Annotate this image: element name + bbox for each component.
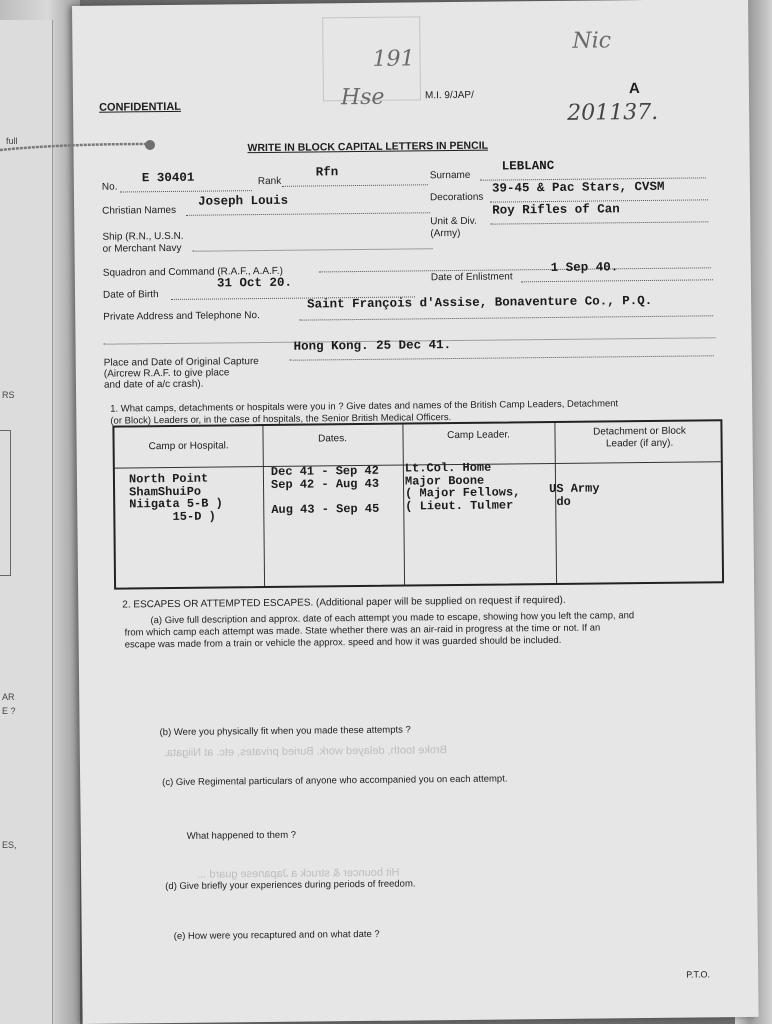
bleed-through-text: Hit bouncer & struck a Japanese guard ... (197, 866, 400, 881)
capture-label-line2: (Aircrew R.A.F. to give place (103, 367, 230, 380)
capture-line (290, 355, 714, 360)
table-cell-camp-leaders: Lt.Col. Home Major Boone ( Major Fellows, ( Lieut. Tulmer (404, 460, 521, 514)
rank-value: Rfn (315, 165, 339, 180)
capture-value: Hong Kong. 25 Dec 41. (293, 338, 452, 354)
left-facing-page (0, 20, 53, 1024)
no-line (120, 190, 252, 192)
surname-value: LEBLANC (501, 158, 555, 174)
unit-value: Roy Rifles of Can (492, 202, 620, 218)
capture-label-line1: Place and Date of Original Capture (103, 356, 259, 369)
surname-label: Surname (429, 169, 471, 182)
dob-label: Date of Birth (102, 289, 159, 301)
hand-note-nic: Nic (572, 28, 612, 54)
ship-label-line1: Ship (R.N., U.S.N. (102, 230, 184, 243)
rank-label: Rank (257, 175, 282, 188)
pto-label: P.T.O. (686, 969, 711, 980)
camp-table (112, 419, 724, 589)
christian-names-label: Christian Names (102, 204, 177, 217)
christian-names-line (186, 212, 430, 216)
table-col-divider (262, 426, 265, 586)
decorations-value: 39-45 & Pac Stars, CVSM (491, 179, 665, 196)
unit-line (490, 221, 708, 224)
pow-questionnaire-sheet (72, 0, 759, 1024)
question2a-line3: escape was made from a train or vehicle the approx. speed and how it was guarded should be included. (124, 634, 562, 651)
squadron-label: Squadron and Command (R.A.F., A.A.F.) (102, 265, 283, 279)
capture-label-line3: and date of a/c crash). (103, 378, 204, 391)
table-header-camp: Camp or Hospital. (148, 440, 229, 453)
question2d: (d) Give briefly your experiences during periods of freedom. (165, 878, 416, 893)
binding-string (0, 140, 160, 154)
question1-line2: (or Block) Leaders or, in the case of hospitals, the Senior British Medical Officers. (110, 412, 452, 427)
enlistment-value: 1 Sep 40. (550, 260, 619, 276)
question2e: (e) How were you recaptured and on what date ? (173, 928, 380, 942)
rank-line (282, 184, 428, 187)
table-cell-dates: Dec 41 - Sep 42 Sep 42 - Aug 43 Aug 43 - Sep 45 (270, 463, 380, 517)
table-header-dates: Dates. (318, 433, 348, 445)
left-page-box (0, 430, 11, 576)
table-header-detachment: Detachment or Block Leader (if any). (593, 425, 686, 450)
table-cell-camps: North Point ShamShuiPo Niigata 5-B ) 15-D ) (128, 471, 223, 524)
enlistment-line (521, 279, 713, 282)
hand-note-hse: Hse (340, 84, 385, 111)
question2b: (b) Were you physically fit when you made these attempts ? (159, 724, 411, 739)
form-letter: A (628, 80, 640, 98)
ship-line (193, 248, 433, 252)
question2a-line2: from which camp each attempt was made. State whether there was an air-raid in progress at the time or not. If an (124, 622, 601, 639)
no-label: No. (101, 181, 118, 193)
reference-number: M.I. 9/JAP/ (424, 89, 474, 102)
table-cell-detachment-leaders: US Army do (549, 481, 600, 509)
address-line (299, 315, 713, 320)
question2c-followup: What happened to them ? (186, 829, 297, 842)
question2c: (c) Give Regimental particulars of anyone who accompanied you on each attempt. (162, 773, 508, 789)
left-page-fragment-es: ES, (2, 840, 17, 850)
left-page-fragment-full: full (6, 136, 18, 146)
left-page-fragment-ar: AR (2, 692, 15, 702)
table-header-camp-leader: Camp Leader. (447, 429, 510, 442)
question2a-line1: (a) Give full description and approx. date of each attempt you made to escape, showing how you left the camp, and (150, 610, 635, 627)
dob-value: 31 Oct 20. (216, 275, 292, 291)
left-page-fragment-rs: RS (2, 390, 15, 400)
bleed-through-text: Broke tooth, delayed work. Buried privates, etc. at Niigata. (163, 744, 447, 760)
ship-label-line2: or Merchant Navy (102, 242, 182, 255)
question2-title: 2. ESCAPES OR ATTEMPTED ESCAPES. (Additional paper will be supplied on request if required). (122, 594, 566, 611)
left-page-fragment-e: E ? (2, 706, 16, 716)
hand-number-191: 191 (372, 46, 415, 72)
unit-label-line1: Unit & Div. (430, 215, 477, 228)
address-label: Private Address and Telephone No. (103, 310, 260, 323)
squadron-line (319, 267, 711, 272)
enlistment-label: Date of Enlistment (430, 271, 513, 284)
decorations-label: Decorations (429, 191, 484, 204)
question1-line1: 1. What camps, detachments or hospitals were you in ? Give dates and names of the British Camp Leaders, Detachment (110, 398, 619, 415)
service-number: E 30401 (141, 170, 195, 186)
instruction-heading: WRITE IN BLOCK CAPITAL LETTERS IN PENCIL (247, 139, 489, 155)
confidential-label: CONFIDENTIAL (99, 100, 182, 114)
unit-label-line2: (Army) (430, 227, 461, 240)
hand-file-number: 201137. (567, 99, 659, 126)
christian-names-value: Joseph Louis (197, 193, 289, 209)
address-value: Saint François d'Assise, Bonaventure Co., P.Q. (307, 293, 653, 312)
